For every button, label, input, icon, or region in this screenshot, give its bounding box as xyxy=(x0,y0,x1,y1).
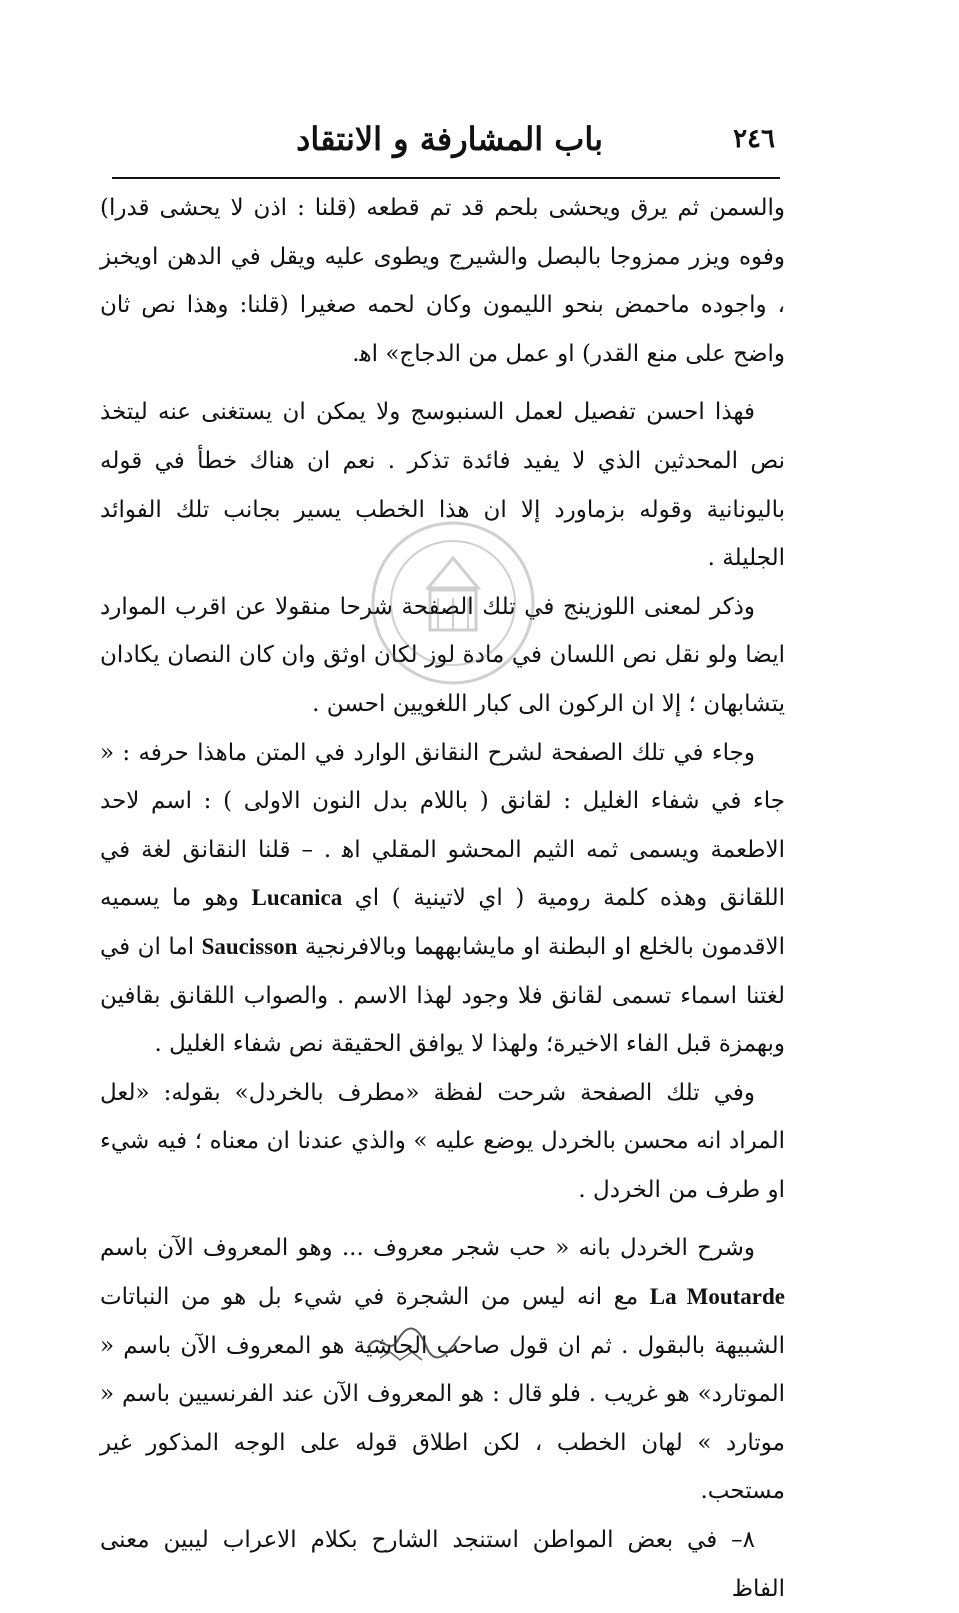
paragraph-6-part-1: وشرح الخردل بانه « حب شجر معروف ... وهو المعروف الآن باسم xyxy=(100,1235,755,1262)
latin-term-moutarde: La Moutarde xyxy=(649,1284,785,1310)
header-rule xyxy=(112,177,780,179)
page-body xyxy=(100,184,785,1613)
paragraph-2: فهذا احسن تفصيل لعمل السنبوسج ولا يمكن ان يستغنى عنه ليتخذ نص المحدثين الذي لا يفيد فائدة تذكر . نعم ان هناك خطأ في قوله باليونانية وقوله بزماورد إلا ان هذا الخطب يسير بجانب تلك الفوائد الجليلة . xyxy=(100,399,785,572)
paragraph-4-part-2: وهو ما يسميه الاقدمون بالخلع او البطنة او مايشابههما وبالافرنجية xyxy=(100,885,785,960)
paragraph-1: والسمن ثم يرق ويحشى بلحم قد تم قطعه (قلنا : اذن لا يحشى قدرا) وفوه ويزر ممزوجا بالبصل والشيرج ويطوى عليه ويقل في الدهن اويخبز ، واجوده ماحمض بنحو الليمون وكان لحمه صغيرا (قلنا: وهذا نص ثان واضح على منع القدر) او عمل من الدجاج» اﻫ. xyxy=(100,195,785,367)
paragraph-5: وفي تلك الصفحة شرحت لفظة «مطرف بالخردل» بقوله: «لعل المراد انه محسن بالخردل يوضع عليه » والذي عندنا ان معناه ؛ فيه شيء او طرف من الخردل . xyxy=(100,1079,785,1203)
page-header xyxy=(100,118,775,170)
latin-term-saucisson: Saucisson xyxy=(201,933,298,959)
paragraph-6-part-2: مع انه ليس من الشجرة في شيء بل هو من النباتات الشبيهة بالبقول . ثم ان قول صاحب الحاشية هو المعروف الآن باسم « الموتارد» هو غريب . فلو قال : هو المعروف الآن عند الفرنسيين باسم « موتارد » لهان الخطب ، لكن اطلاق قوله على الوجه المذكور غير مستحب. xyxy=(100,1284,785,1505)
handwritten-scribble xyxy=(360,1318,470,1368)
page-number: ٢٤٦ xyxy=(733,124,775,154)
paragraph-4-part-1: وجاء في تلك الصفحة لشرح النقانق الوارد في المتن ماهذا حرفه : « جاء في شفاء الغليل : لقانق ( باللام بدل النون الاولى ) : اسم لاحد الاطعمة ويسمى ثمه الثيم المحشو المقلي اﻫ . – قلنا النقانق لغة في اللقانق وهذه كلمة رومية ( اي لاتينية ) اي xyxy=(100,739,786,912)
paragraph-3: وذكر لمعنى اللوزينج في تلك الصفحة شرحا منقولا عن اقرب الموارد ايضا ولو نقل نص اللسان في مادة لوز لكان اوثق وان كان النصان يكادان يتشابهان ؛ إلا ان الركون الى كبار اللغويين احسن . xyxy=(100,593,785,717)
paragraph-7: ٨– في بعض المواطن استنجد الشارح بكلام الاعراب ليبين معنى الفاظ xyxy=(100,1527,785,1602)
latin-term-lucanica: Lucanica xyxy=(251,885,343,911)
library-stamp-watermark xyxy=(368,518,538,688)
paragraph-4 xyxy=(100,729,785,1069)
paragraph-6 xyxy=(100,1224,785,1516)
chapter-title: باب المشارفة و الانتقاد xyxy=(296,120,603,158)
paragraph-4-part-3: اما ان في لغتنا اسماء تسمى لقانق فلا وجود لهذا الاسم . والصواب اللقانق بقافين وبهمزة قبل الفاء الاخيرة؛ ولهذا لا يوافق الحقيقة نص شفاء الغليل . xyxy=(100,933,785,1058)
